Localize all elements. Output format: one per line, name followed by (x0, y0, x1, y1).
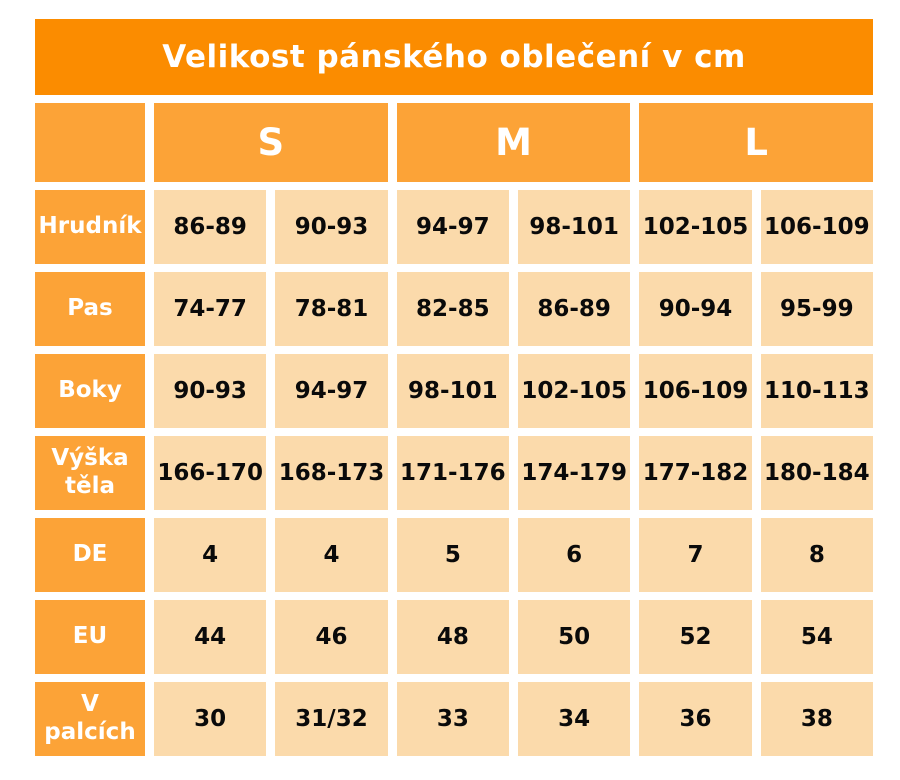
row-label-pas: Pas (35, 272, 145, 346)
cell-de-m2: 6 (518, 518, 630, 592)
cell-palce-s2: 31/32 (275, 682, 387, 756)
cell-boky-m2: 102-105 (518, 354, 630, 428)
cell-hrudnik-s1: 86-89 (154, 190, 266, 264)
row-label-de: DE (35, 518, 145, 592)
cell-pas-l1: 90-94 (639, 272, 751, 346)
cell-pas-m2: 86-89 (518, 272, 630, 346)
cell-de-s1: 4 (154, 518, 266, 592)
cell-hrudnik-l2: 106-109 (761, 190, 873, 264)
size-table (35, 19, 873, 756)
row-label-vyska-tela: Výška těla (35, 436, 145, 510)
cell-hrudnik-s2: 90-93 (275, 190, 387, 264)
cell-boky-m1: 98-101 (397, 354, 509, 428)
cell-de-l1: 7 (639, 518, 751, 592)
cell-vyska-l2: 180-184 (761, 436, 873, 510)
cell-vyska-s1: 166-170 (154, 436, 266, 510)
size-header-l: L (639, 103, 873, 182)
cell-boky-l2: 110-113 (761, 354, 873, 428)
cell-palce-l2: 38 (761, 682, 873, 756)
cell-palce-m1: 33 (397, 682, 509, 756)
cell-vyska-s2: 168-173 (275, 436, 387, 510)
cell-boky-s2: 94-97 (275, 354, 387, 428)
cell-palce-l1: 36 (639, 682, 751, 756)
cell-pas-l2: 95-99 (761, 272, 873, 346)
cell-pas-s1: 74-77 (154, 272, 266, 346)
cell-eu-m2: 50 (518, 600, 630, 674)
cell-palce-m2: 34 (518, 682, 630, 756)
cell-eu-l2: 54 (761, 600, 873, 674)
table-title: Velikost pánského oblečení v cm (35, 19, 873, 95)
cell-de-s2: 4 (275, 518, 387, 592)
cell-eu-s2: 46 (275, 600, 387, 674)
cell-hrudnik-m1: 94-97 (397, 190, 509, 264)
row-label-boky: Boky (35, 354, 145, 428)
row-label-v-palcich: V palcích (35, 682, 145, 756)
cell-hrudnik-m2: 98-101 (518, 190, 630, 264)
cell-vyska-m2: 174-179 (518, 436, 630, 510)
cell-eu-m1: 48 (397, 600, 509, 674)
cell-vyska-m1: 171-176 (397, 436, 509, 510)
cell-palce-s1: 30 (154, 682, 266, 756)
cell-de-l2: 8 (761, 518, 873, 592)
row-label-hrudnik: Hrudník (35, 190, 145, 264)
cell-boky-s1: 90-93 (154, 354, 266, 428)
corner-cell (35, 103, 145, 182)
size-header-s: S (154, 103, 388, 182)
cell-eu-l1: 52 (639, 600, 751, 674)
cell-pas-s2: 78-81 (275, 272, 387, 346)
cell-pas-m1: 82-85 (397, 272, 509, 346)
size-header-m: M (397, 103, 631, 182)
cell-vyska-l1: 177-182 (639, 436, 751, 510)
cell-de-m1: 5 (397, 518, 509, 592)
row-label-eu: EU (35, 600, 145, 674)
cell-eu-s1: 44 (154, 600, 266, 674)
cell-boky-l1: 106-109 (639, 354, 751, 428)
cell-hrudnik-l1: 102-105 (639, 190, 751, 264)
